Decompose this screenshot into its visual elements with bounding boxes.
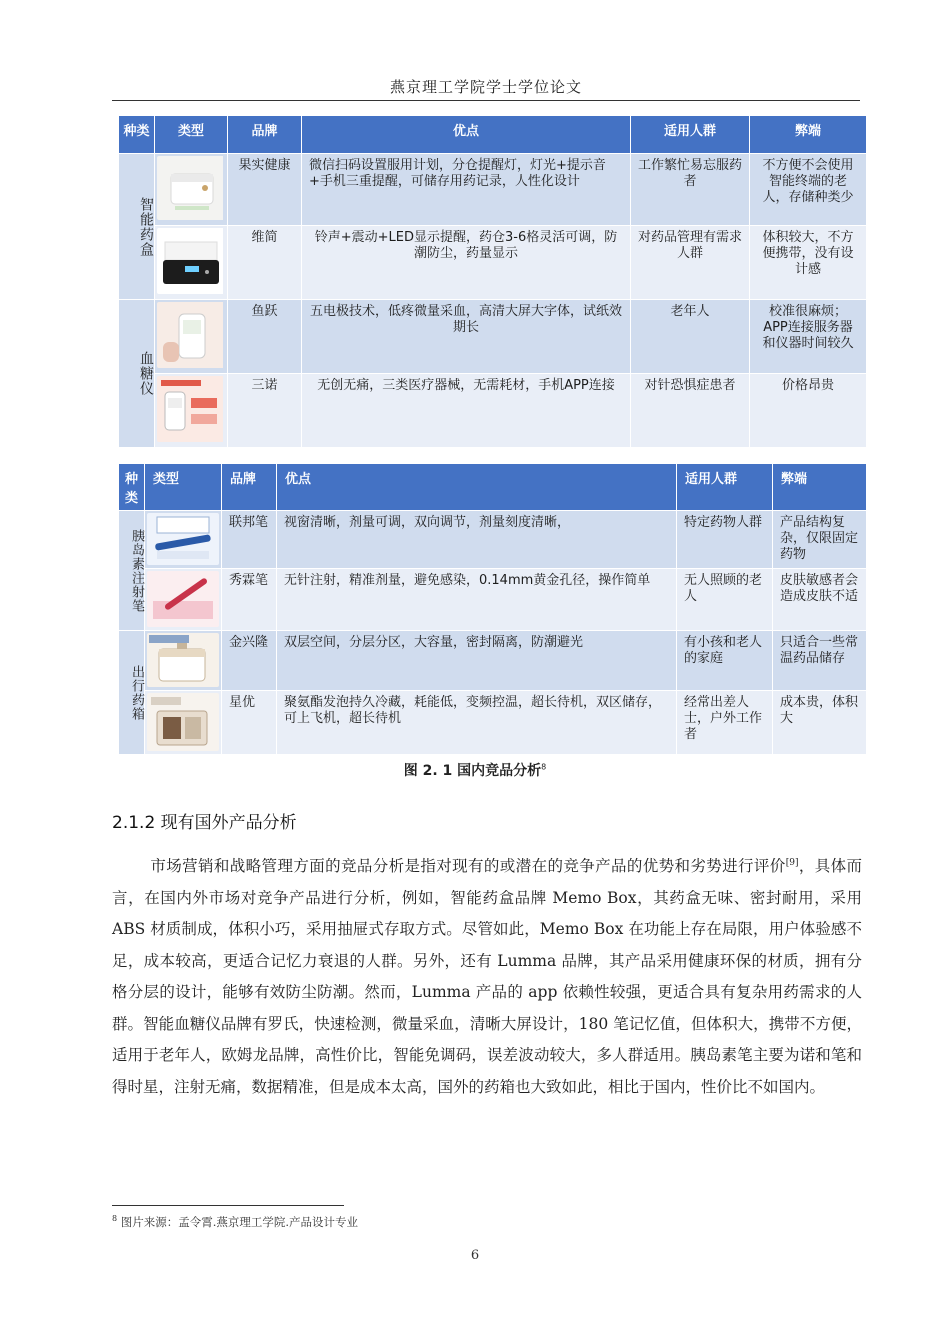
audience-cell: 经常出差人士，户外工作者 — [677, 691, 773, 755]
citation: [9] — [785, 858, 799, 868]
brand-cell: 果实健康 — [228, 154, 302, 226]
header-category: 种类 — [119, 116, 155, 154]
footnote-text: 图片来源：孟令霄.燕京理工学院.产品设计专业 — [120, 1215, 359, 1229]
footnote — [112, 1214, 358, 1230]
body-paragraph — [112, 848, 862, 1103]
brand-cell: 鱼跃 — [228, 300, 302, 374]
footnote-rule — [112, 1205, 344, 1206]
competitor-table-2 — [118, 463, 867, 755]
drawbacks-cell: 不方便不会使用智能终端的老人，存储种类少 — [750, 154, 867, 226]
product-image-cell — [155, 154, 228, 226]
product-image-cell — [145, 631, 222, 691]
brand-cell: 联邦笔 — [222, 511, 277, 569]
insulin-pen-pink-image — [147, 571, 219, 627]
header-drawbacks: 弊端 — [773, 464, 867, 511]
table-row — [119, 154, 867, 226]
category-cell: 胰岛素注射笔 — [119, 511, 145, 631]
audience-cell: 工作繁忙易忘服药者 — [631, 154, 750, 226]
product-image-cell — [145, 691, 222, 755]
category-cell: 出行药箱 — [119, 631, 145, 755]
brand-cell: 维简 — [228, 226, 302, 300]
advantages-cell: 五电极技术，低疼微量采血，高清大屏大字体，试纸效期长 — [302, 300, 631, 374]
header-brand: 品牌 — [228, 116, 302, 154]
header-type: 类型 — [155, 116, 228, 154]
product-image-cell — [155, 300, 228, 374]
drawbacks-cell: 价格昂贵 — [750, 374, 867, 448]
advantages-cell: 聚氨酯发泡持久冷藏，耗能低，变频控温，超长待机，双区储存，可上飞机，超长待机 — [277, 691, 677, 755]
brand-cell: 星优 — [222, 691, 277, 755]
advantages-cell: 视窗清晰，剂量可调，双向调节，剂量刻度清晰， — [277, 511, 677, 569]
section-title: 2.1.2 现有国外产品分析 — [112, 813, 297, 833]
glucometer-sannuo-image — [157, 376, 225, 442]
category-cell: 血糖仪 — [119, 300, 155, 448]
category-cell: 智能药盒 — [119, 154, 155, 300]
product-image-cell — [145, 511, 222, 569]
brand-cell: 金兴隆 — [222, 631, 277, 691]
table-row — [119, 226, 867, 300]
header-brand: 品牌 — [222, 464, 277, 511]
figure-caption-text: 图 2. 1 国内竞品分析 — [403, 763, 542, 779]
drawbacks-cell: 产品结构复杂，仅限固定药物 — [773, 511, 867, 569]
black-pillbox-image — [157, 228, 225, 294]
product-image-cell — [155, 374, 228, 448]
audience-cell: 老年人 — [631, 300, 750, 374]
table-row — [119, 374, 867, 448]
white-pillbox-image — [157, 156, 225, 220]
table-row — [119, 300, 867, 374]
table-row — [119, 511, 867, 569]
header-rule — [112, 100, 860, 101]
product-image-cell — [145, 569, 222, 631]
glucometer-yuyue-image — [157, 302, 225, 368]
advantages-cell: 微信扫码设置服用计划，分仓提醒灯，灯光+提示音+手机三重提醒，可储存用药记录，人性化设计 — [302, 154, 631, 226]
competitor-table-1 — [118, 115, 867, 448]
paragraph-text-2: ，具体而言，在国内外市场对竞争产品进行分析，例如，智能药盒品牌 Memo Box，其药盒无味、密封耐用，采用 ABS 材质制成，体积小巧，采用抽屉式存取方式。尽管如此，Memo Box 在功能上存在局限，用户体验感不足，成本较高，更适合记忆力衰退的人群。另外，还有 Lumma 品牌，其产品采用健康环保的材质，拥有分格分层的设计，能够有效防尘防潮。然而，Lumma 产品的 app 依赖性较强，更适合具有复杂用药需求的人群。智能血糖仪品牌有罗氏，快速检测，微量采血，清晰大屏设计，180 笔记忆值，但体积大，携带不方便，适用于老年人，欧姆龙品牌，高性价比，智能免调码，误差波动较大，多人群适用。胰岛素笔主要为诺和笔和得时星，注射无痛，数据精准，但是成本太高，国外的药箱也大致如此，相比于国内，性价比不如国内。 — [112, 857, 862, 1096]
drawbacks-cell: 皮肤敏感者会造成皮肤不适 — [773, 569, 867, 631]
brand-cell: 秀霖笔 — [222, 569, 277, 631]
drawbacks-cell: 只适合一些常温药品储存 — [773, 631, 867, 691]
audience-cell: 对针恐惧症患者 — [631, 374, 750, 448]
advantages-cell: 无针注射，精准剂量，避免感染，0.14mm黄金孔径，操作简单 — [277, 569, 677, 631]
cold-box-image — [147, 693, 219, 751]
medicine-box-image — [147, 633, 219, 687]
header-advantages: 优点 — [277, 464, 677, 511]
table-row — [119, 569, 867, 631]
table-row — [119, 631, 867, 691]
audience-cell: 特定药物人群 — [677, 511, 773, 569]
drawbacks-cell: 体积较大，不方便携带，没有设计感 — [750, 226, 867, 300]
audience-cell: 对药品管理有需求人群 — [631, 226, 750, 300]
header-type: 类型 — [145, 464, 222, 511]
advantages-cell: 铃声+震动+LED显示提醒，药仓3-6格灵活可调，防潮防尘，药量显示 — [302, 226, 631, 300]
advantages-cell: 无创无痛，三类医疗器械，无需耗材，手机APP连接 — [302, 374, 631, 448]
header-category: 种类 — [119, 464, 145, 511]
page-header: 燕京理工学院学士学位论文 — [389, 78, 582, 96]
drawbacks-cell: 成本贵，体积大 — [773, 691, 867, 755]
advantages-cell: 双层空间，分层分区，大容量，密封隔离，防潮避光 — [277, 631, 677, 691]
insulin-pen-blue-image — [147, 513, 219, 565]
header-drawbacks: 弊端 — [750, 116, 867, 154]
page-number: 6 — [470, 1248, 480, 1263]
paragraph-text-1: 市场营销和战略管理方面的竞品分析是指对现有的或潜在的竞争产品的优势和劣势进行评价 — [150, 857, 786, 876]
audience-cell: 有小孩和老人的家庭 — [677, 631, 773, 691]
header-audience: 适用人群 — [677, 464, 773, 511]
table-row — [119, 691, 867, 755]
drawbacks-cell: 校准很麻烦；APP连接服务器和仪器时间较久 — [750, 300, 867, 374]
product-image-cell — [155, 226, 228, 300]
header-advantages: 优点 — [302, 116, 631, 154]
audience-cell: 无人照顾的老人 — [677, 569, 773, 631]
brand-cell: 三诺 — [228, 374, 302, 448]
footnote-reference: 8 — [541, 762, 547, 772]
footnote-mark: 8 — [112, 1214, 118, 1224]
header-audience: 适用人群 — [631, 116, 750, 154]
figure-caption — [0, 760, 950, 780]
